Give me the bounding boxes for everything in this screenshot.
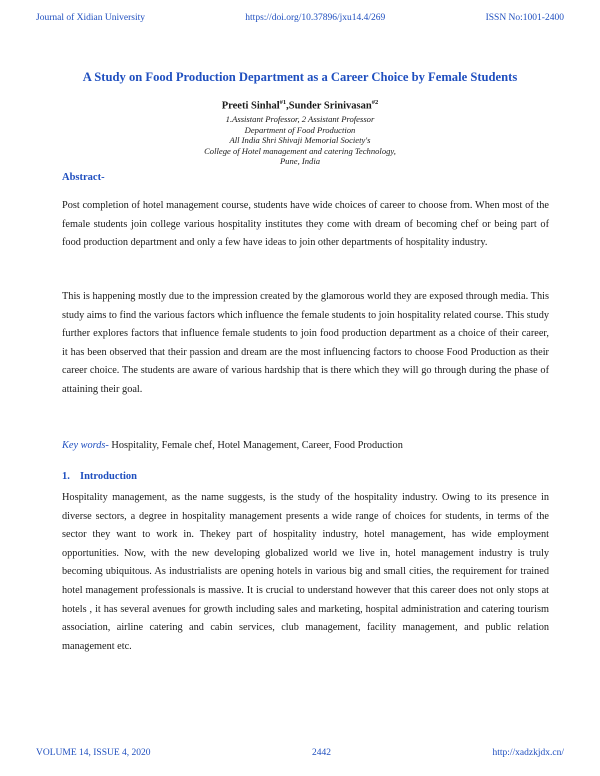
journal-name: Journal of Xidian University [36, 13, 145, 23]
journal-url[interactable]: http://xadzkjdx.cn/ [492, 748, 564, 758]
keywords-line [62, 440, 549, 451]
section-title: Introduction [80, 471, 137, 482]
affiliation-line: Department of Food Production [244, 124, 356, 135]
abstract-heading: Abstract- [62, 172, 105, 183]
page-number: 2442 [312, 748, 331, 758]
keywords-label: Key words- [62, 440, 109, 451]
keywords-text: Hospitality, Female chef, Hotel Management, Career, Food Production [108, 440, 403, 451]
affiliation-line: Pune, India [279, 156, 321, 167]
doi-link[interactable]: https://doi.org/10.37896/jxu14.4/269 [245, 13, 386, 23]
author-separator: , [286, 100, 289, 112]
affiliation-line: College of Hotel management and catering Technology, [204, 145, 396, 156]
author-1-name: Preeti Sinhal [221, 100, 280, 112]
affiliation-line: All India Shri Shivaji Memorial Society's [229, 135, 371, 146]
introduction-paragraph: Hospitality management, as the name suggests, is the study of the hospitality industry. Owing to its presence in diverse sectors, a degree in hospitality management presents a wide range of choices for students, in terms of the sector they want to work in. Thekey part of hospitality industry, hotel management, has wide employment opportunities. Now, with the new developing globalized world we live in, hotel management industry is truly becoming ubiquitous. As industrialists are opening hotels in various big and small cities, the requirement for trained hotel management professionals is massive. It is crucial to understand however that this career does not only stops at hotels , it has several avenues for growth including sales and marketing, hospital administration and catering tourism association, airline catering and cabin services, club management, facility management, and public relation management etc. [62, 492, 549, 652]
running-header [36, 13, 564, 23]
running-footer [36, 748, 564, 758]
author-1-mark: #1 [279, 99, 287, 106]
section-number: 1. [62, 471, 70, 482]
issn-number: ISSN No:1001-2400 [485, 13, 564, 23]
abstract-paragraph-2: This is happening mostly due to the impression created by the glamorous world they are exposed through media. This study aims to find the various factors which influence the female students to join hospitality related course. This study further explores factors that influence female students to join food production department as a choice of their career, it has been observed that their passion and dream are the most influencing factors to choose Food Production as their career choice. The students are aware of various hardship that is there which they will go through during the phase of attaining their goal. [62, 291, 549, 395]
paper-title: A Study on Food Production Department as a Career Choice by Female Students [82, 70, 518, 84]
affiliation-block [0, 114, 600, 167]
volume-issue: VOLUME 14, ISSUE 4, 2020 [36, 748, 151, 758]
author-line [0, 99, 600, 112]
affiliation-line: 1.Assistant Professor, 2 Assistant Professor [225, 114, 375, 124]
abstract-paragraph-1: Post completion of hotel management course, students have wide choices of career to choose from. When most of the female students join college various hospitality institutes they come with dream of becoming chef or being part of food production department and only a few have ideas to join other departments of hospitality industry. [62, 200, 549, 249]
author-2-name: Sunder Srinivasan [288, 100, 372, 112]
section-heading-introduction [62, 471, 137, 482]
author-2-mark: #2 [371, 99, 379, 106]
